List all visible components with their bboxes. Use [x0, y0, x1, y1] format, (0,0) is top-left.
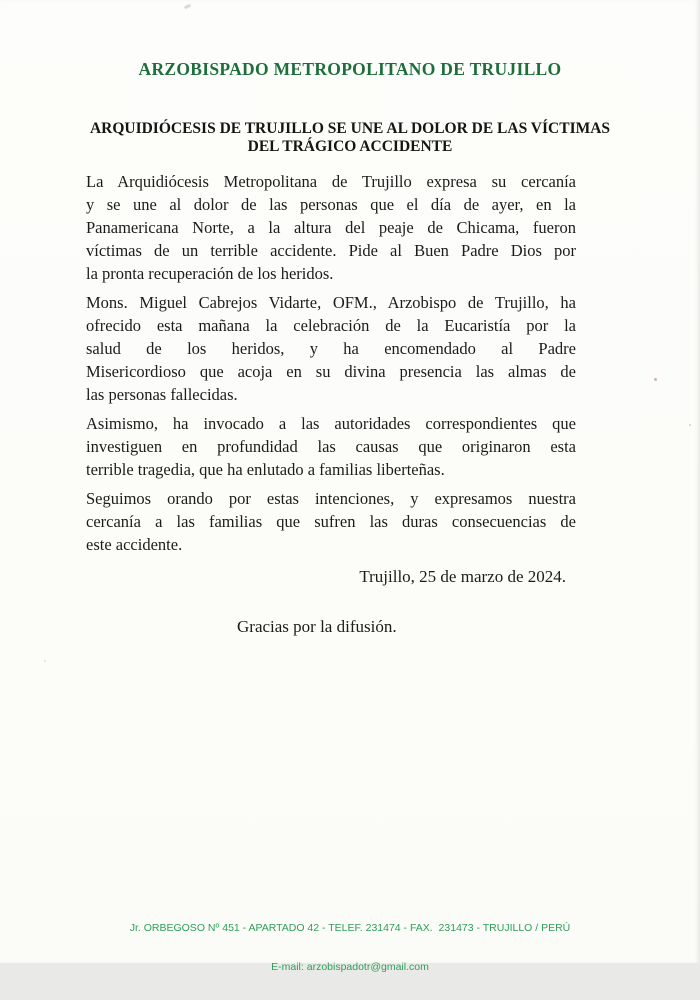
letter-footer	[0, 896, 700, 1000]
paragraph-4	[86, 487, 576, 556]
text-line: Seguimos orando por estas intenciones, y expresamos nuestra	[86, 489, 576, 508]
footer-address: Jr. ORBEGOSO Nº 451 - APARTADO 42 - TELEF. 231474 - FAX. 231473 - TRUJILLO / PERÚ	[129, 922, 571, 934]
scan-speck	[689, 424, 691, 426]
text-line: salud de los heridos, y ha encomendado al Padre	[86, 339, 576, 358]
text-line: Panamericana Norte, a la altura del peaje de Chicama, fueron	[86, 218, 576, 237]
text-line: investiguen en profundidad las causas que originaron esta	[86, 437, 576, 456]
letterhead	[0, 59, 700, 80]
text-line: este accidente.	[86, 535, 183, 554]
closing-note: Gracias por la difusión.	[237, 617, 397, 636]
text-line: DEL TRÁGICO ACCIDENTE	[247, 137, 453, 155]
text-line: las personas fallecidas.	[86, 385, 238, 404]
scan-speck	[184, 4, 192, 10]
footer-email: E-mail: arzobispadotr@gmail.com	[271, 961, 429, 973]
letter-body	[86, 170, 576, 638]
headline	[0, 120, 700, 155]
text-line: y se une al dolor de las personas que el día de ayer, en la	[86, 195, 576, 214]
text-line: Mons. Miguel Cabrejos Vidarte, OFM., Arzobispo de Trujillo, ha	[86, 293, 576, 312]
text-line: terrible tragedia, que ha enlutado a familias liberteñas.	[86, 460, 445, 479]
paragraph-2	[86, 291, 576, 406]
text-line: ARQUIDIÓCESIS DE TRUJILLO SE UNE AL DOLOR DE LAS VÍCTIMAS	[89, 120, 611, 137]
text-line: la pronta recuperación de los heridos.	[86, 264, 334, 283]
dateline: Trujillo, 25 de marzo de 2024.	[359, 567, 566, 586]
text-line: La Arquidiócesis Metropolitana de Trujillo expresa su cercanía	[86, 172, 576, 191]
paragraph-3	[86, 412, 576, 481]
scan-edge-shade	[696, 0, 700, 963]
text-line: cercanía a las familias que sufren las duras consecuencias de	[86, 512, 576, 531]
text-line: Misericordioso que acoja en su divina presencia las almas de	[86, 362, 576, 381]
scan-speck	[654, 378, 657, 381]
letterhead-title: ARZOBISPADO METROPOLITANO DE TRUJILLO	[138, 59, 562, 79]
text-line: Asimismo, ha invocado a las autoridades correspondientes que	[86, 414, 576, 433]
scan-speck	[44, 660, 46, 662]
text-line: víctimas de un terrible accidente. Pide al Buen Padre Dios por	[86, 241, 576, 260]
text-line: ofrecido esta mañana la celebración de la Eucaristía por la	[86, 316, 576, 335]
paragraph-1	[86, 170, 576, 285]
